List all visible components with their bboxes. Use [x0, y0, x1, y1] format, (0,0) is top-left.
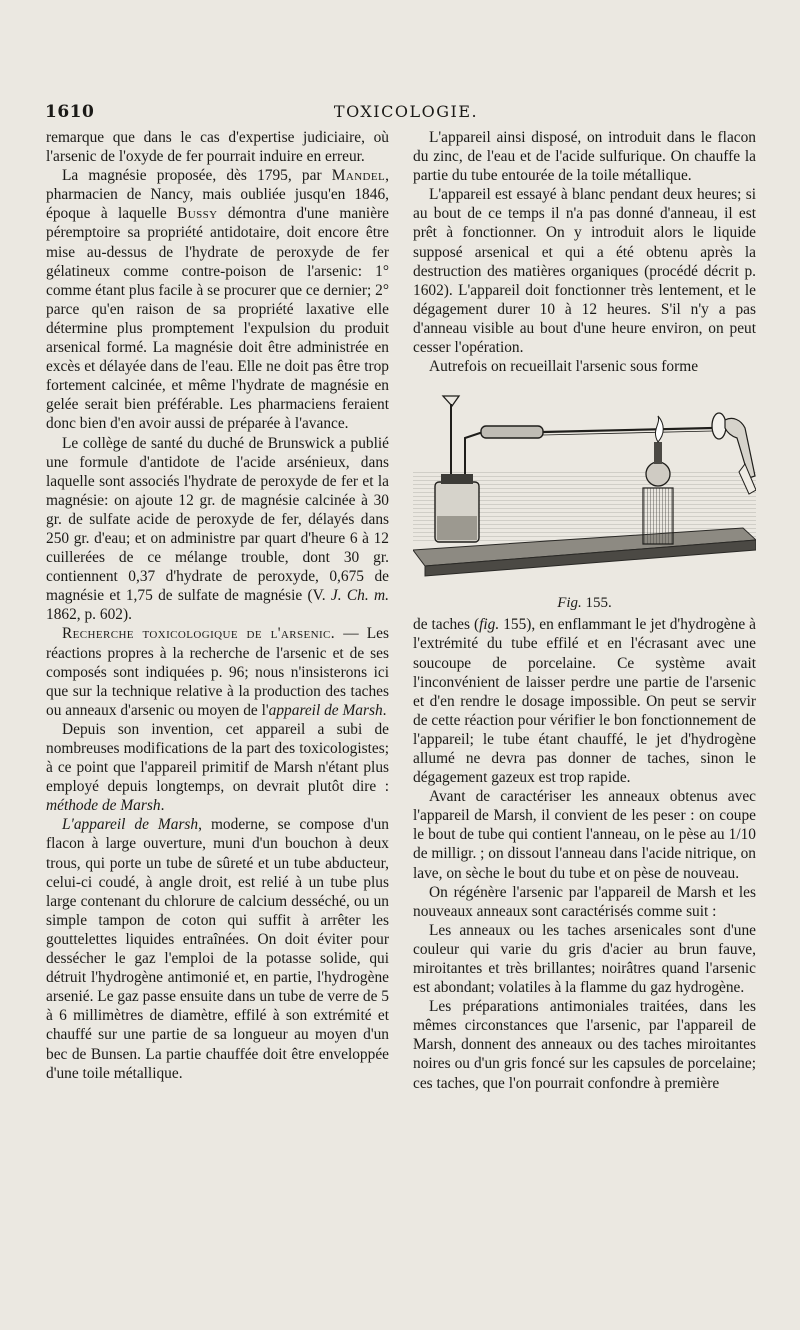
right-column: [413, 128, 756, 1093]
paragraph: Les anneaux ou les taches arsenicales sont d'une couleur qui varie du gris d'acier au brun fauve, miroitantes et très brillantes; noirâtres quand l'arsenic est abondant; volatiles à la flamme du gaz hydrogène.: [413, 921, 756, 997]
paragraph: L'appareil est essayé à blanc pendant deux heures; si au bout de ce temps il n'a pas donné d'anneau, il est prêt à fonctionner. On y introduit alors le liquide supposé arsenical et qui a été obtenu après la destruction des matières organiques (procédé décrit p. 1602). L'appareil doit fonctionner très lentement, et le dégagement durer 10 à 12 heures. S'il n'y a pas d'anneau visible au bout d'une heure environ, on peut cesser l'opération.: [413, 186, 756, 357]
paragraph: On régénère l'arsenic par l'appareil de Marsh et les nouveaux anneaux sont caractérisés comme suit :: [413, 883, 756, 920]
paragraph: Depuis son invention, cet appareil a subi de nombreuses modifications de la part des toxicologistes; à ce point que l'appareil primitif de Marsh n'étant plus employé depuis longtemps, on devrait plutôt dire : méthode de Marsh.: [46, 720, 389, 815]
paragraph: La magnésie proposée, dès 1795, par Mandel, pharmacien de Nancy, mais oubliée jusqu'en 1846, époque à laquelle Bussy démontra d'une manière péremptoire sa propriété antidotaire, doit encore être mise au-dessus de l'hydrate de peroxyde de fer gélatineux comme contre-poison de l'arsenic: 1° comme étant plus facile à se procurer que ce dernier; 2° parce qu'en raison de sa propriété laxative elle détermine plus promptement l'expulsion du produit arsenical formé. La magnésie doit être administrée en excès et délayée dans de l'eau. Elle ne doit pas être trop fortement calcinée, et même l'hydrate de magnésie en gelée serait bien préférable. Les pharmaciens feraient donc bien d'en avoir aussi de préparée à l'avance.: [46, 167, 389, 433]
emphasis: appareil de Marsh: [268, 701, 383, 719]
emphasis: L'appareil de Marsh: [62, 816, 199, 834]
figure-label: Fig.: [557, 595, 582, 612]
left-column: [46, 128, 389, 1083]
emphasis: fig.: [479, 616, 500, 634]
author-name: Bussy: [177, 205, 218, 223]
paragraph: Le collège de santé du duché de Brunswick a publié une formule d'antidote de l'acide arsénieux, dans laquelle sont associés l'hydrate de peroxyde de fer et la magnésie: on ajoute 12 gr. de magnésie calcinée à 30 gr. de sulfate acide de peroxyde de fer, délayés dans 250 gr. d'eau; et on administre par quart d'heure 6 à 12 cuillerées de ce mélange trouble, dont 30 gr. contiennent 0,37 d'hydrate de peroxyde, 0,675 de magnésie et 1,75 de sulfate de magnésie (V. J. Ch. m. 1862, p. 602).: [46, 434, 389, 624]
figure-caption: [413, 594, 756, 613]
author-name: Mandel: [331, 167, 386, 185]
paragraph: Recherche toxicologique de l'arsenic. — Les réactions propres à la recherche de l'arsenic et de ses composés sont indiquées p. 96; nous n'insisterons ici que sur la technique relative à la production des taches ou anneaux d'arsenic ou moyen de l'appareil de Marsh.: [46, 625, 389, 719]
citation: J. Ch. m.: [330, 587, 389, 605]
emphasis: méthode de Marsh: [46, 797, 161, 815]
paragraph: remarque que dans le cas d'expertise judiciaire, où l'arsenic de l'oxyde de fer pourrait induire en erreur.: [46, 129, 389, 166]
figure-number: 155.: [585, 595, 612, 612]
section-heading: Recherche toxicologique de l'arsenic.: [62, 625, 335, 643]
page-header: [45, 100, 767, 126]
paragraph: Avant de caractériser les anneaux obtenus avec l'appareil de Marsh, il convient de les peser : on coupe le bout de tube qui contient l'anneau, on le pèse au 1/10 de milligr. ; on dissout l'anneau dans l'acide nitrique, on lave, on sèche le bout du tube et on pèse de nouveau.: [413, 788, 756, 882]
paragraph: de taches (fig. 155), en enflammant le jet d'hydrogène à l'extrémité du tube effilé et en l'écrasant avec une soucoupe de porcelaine. Ce système avait l'inconvénient de laisser perdre une partie de l'arsenic et d'en rendre le dosage impossible. On peut se servir de cette réaction pour vérifier le bon fonctionnement de l'appareil; le tube étant chauffé, le jet d'hydrogène allumé ne devra pas donner de taches, sinon le dégagement gazeux est trop rapide.: [413, 616, 756, 787]
figure-155: [413, 380, 756, 613]
paragraph: L'appareil de Marsh, moderne, se compose d'un flacon à large ouverture, muni d'un bouchon à deux trous, qui porte un tube de sûreté et un tube abducteur, celui-ci coudé, à angle droit, est relié à un tube plus large contenant du chlorure de calcium desséché, ou un simple tampon de coton qui suffit à arrêter les gouttelettes liquides entraînées. On doit éviter pour dessécher le gaz l'emploi de la potasse solide, qui détruit l'hydrogène antimonié et, en partie, l'hydrogène arsenié. Le gaz passe ensuite dans un tube de verre de 5 à 6 millimètres de diamètre, effilé à son extrémité et chauffé sur une partie de sa longueur au moyen d'un bec de Bunsen. La partie chauffée doit être enveloppée d'une toile métallique.: [46, 816, 389, 1082]
page-number: 1610: [45, 102, 95, 122]
marsh-apparatus-illustration: [413, 380, 756, 592]
paragraph: Autrefois on recueillait l'arsenic sous forme: [429, 358, 699, 376]
paragraph: Les préparations antimoniales traitées, dans les mêmes circonstances que l'arsenic, par l'appareil de Marsh, donnent des anneaux ou des taches miroitantes noires ou d'un gris foncé sur les capsules de porcelaine; ces taches, que l'on pourrait confondre à première: [413, 998, 756, 1092]
paragraph: L'appareil ainsi disposé, on introduit dans le flacon du zinc, de l'eau et de l'acide sulfurique. On chauffe la partie du tube entourée de la toile métallique.: [413, 129, 756, 185]
running-title: TOXICOLOGIE.: [333, 102, 479, 121]
